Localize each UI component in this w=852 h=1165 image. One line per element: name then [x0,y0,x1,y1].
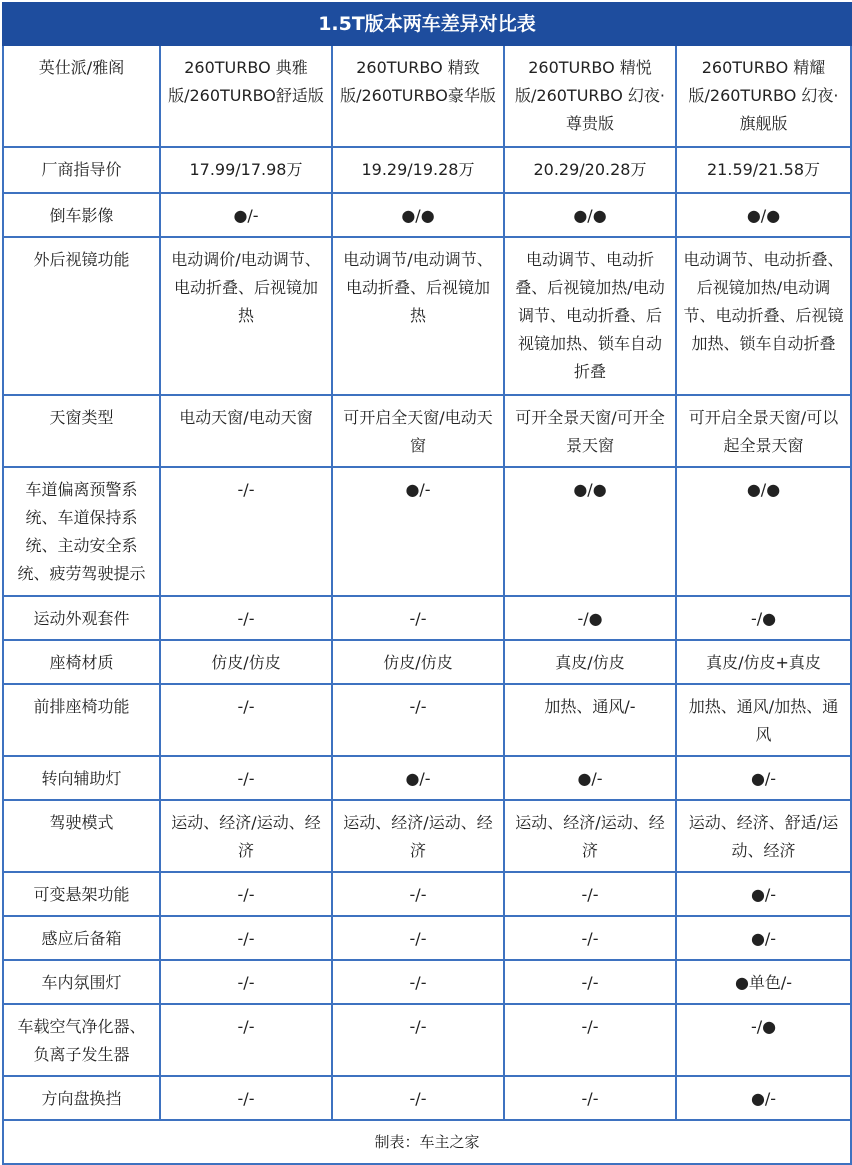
row-label: 驾驶模式 [3,800,160,872]
footer-row [3,1120,851,1164]
table-row [3,193,851,237]
table-cell: -/- [160,1004,332,1076]
table-cell: -/- [332,1076,504,1120]
table-cell: 运动、经济/运动、经济 [160,800,332,872]
table-cell: 运动、经济/运动、经济 [504,800,676,872]
table-cell: 电动调节/电动调节、电动折叠、后视镜加热 [332,237,504,395]
row-label: 车内氛围灯 [3,960,160,1004]
trim-header: 260TURBO 精耀版/260TURBO 幻夜·旗舰版 [676,45,851,147]
row-label: 车道偏离预警系统、车道保持系统、主动安全系统、疲劳驾驶提示 [3,467,160,596]
trim-header: 260TURBO 精致版/260TURBO豪华版 [332,45,504,147]
table-row [3,395,851,467]
row-label: 厂商指导价 [3,147,160,193]
table-cell: 真皮/仿皮+真皮 [676,640,851,684]
table-row [3,872,851,916]
table-row [3,640,851,684]
table-cell: ●/● [676,193,851,237]
table-row [3,756,851,800]
table-cell: 电动调节、电动折叠、后视镜加热/电动调节、电动折叠、后视镜加热、锁车自动折叠 [504,237,676,395]
table-row [3,684,851,756]
table-row [3,1076,851,1120]
table-cell: -/- [160,916,332,960]
table-cell: ●/- [160,193,332,237]
comparison-table-container [2,2,850,1165]
table-cell: 仿皮/仿皮 [332,640,504,684]
header-label: 英仕派/雅阁 [3,45,160,147]
table-cell: ●/- [676,756,851,800]
row-label: 车载空气净化器、负离子发生器 [3,1004,160,1076]
table-cell: ●/● [676,467,851,596]
row-label: 可变悬架功能 [3,872,160,916]
table-cell: -/- [160,756,332,800]
table-cell: ●单色/- [676,960,851,1004]
table-cell: 电动调节、电动折叠、后视镜加热/电动调节、电动折叠、后视镜加热、锁车自动折叠 [676,237,851,395]
table-cell: ●/- [504,756,676,800]
table-cell: 可开全景天窗/可开全景天窗 [504,395,676,467]
table-cell: 可开启全景天窗/可以起全景天窗 [676,395,851,467]
table-row [3,147,851,193]
table-cell: 电动调价/电动调节、电动折叠、后视镜加热 [160,237,332,395]
table-cell: ●/- [676,872,851,916]
table-footer-credit: 制表：车主之家 [3,1120,851,1164]
table-row [3,916,851,960]
table-cell: 运动、经济/运动、经济 [332,800,504,872]
row-label: 方向盘换挡 [3,1076,160,1120]
row-label: 倒车影像 [3,193,160,237]
table-cell: -/- [504,916,676,960]
table-row [3,800,851,872]
title-row [3,3,851,45]
table-cell: 19.29/19.28万 [332,147,504,193]
table-row [3,467,851,596]
table-cell: -/- [160,684,332,756]
table-cell: ●/● [332,193,504,237]
table-cell: -/- [332,960,504,1004]
table-row [3,1004,851,1076]
table-cell: ●/- [332,756,504,800]
table-cell: -/- [160,872,332,916]
table-cell: -/- [504,960,676,1004]
table-cell: 加热、通风/加热、通风 [676,684,851,756]
table-cell: 加热、通风/- [504,684,676,756]
table-cell: -/- [504,1004,676,1076]
table-cell: -/● [504,596,676,640]
table-cell: -/- [332,1004,504,1076]
table-cell: -/- [160,596,332,640]
table-cell: ●/● [504,467,676,596]
row-label: 转向辅助灯 [3,756,160,800]
table-cell: -/- [504,872,676,916]
table-cell: ●/- [676,1076,851,1120]
table-cell: -/- [160,467,332,596]
row-label: 感应后备箱 [3,916,160,960]
table-cell: ●/- [676,916,851,960]
table-cell: 17.99/17.98万 [160,147,332,193]
row-label: 天窗类型 [3,395,160,467]
table-cell: -/- [332,916,504,960]
table-cell: 21.59/21.58万 [676,147,851,193]
table-cell: 20.29/20.28万 [504,147,676,193]
row-label: 座椅材质 [3,640,160,684]
trim-header: 260TURBO 精悦版/260TURBO 幻夜·尊贵版 [504,45,676,147]
row-label: 外后视镜功能 [3,237,160,395]
table-cell: 可开启全天窗/电动天窗 [332,395,504,467]
row-label: 运动外观套件 [3,596,160,640]
table-title: 1.5T版本两车差异对比表 [3,3,851,45]
table-cell: -/● [676,1004,851,1076]
table-cell: 真皮/仿皮 [504,640,676,684]
table-cell: -/- [504,1076,676,1120]
table-cell: -/● [676,596,851,640]
table-cell: ●/- [332,467,504,596]
table-cell: -/- [332,872,504,916]
table-cell: -/- [332,596,504,640]
table-cell: 电动天窗/电动天窗 [160,395,332,467]
row-label: 前排座椅功能 [3,684,160,756]
table-row [3,960,851,1004]
header-row [3,45,851,147]
trim-header: 260TURBO 典雅版/260TURBO舒适版 [160,45,332,147]
table-cell: ●/● [504,193,676,237]
table-row [3,237,851,395]
table-cell: 运动、经济、舒适/运动、经济 [676,800,851,872]
table-cell: 仿皮/仿皮 [160,640,332,684]
table-row [3,596,851,640]
comparison-table [2,2,852,1165]
table-cell: -/- [160,1076,332,1120]
table-cell: -/- [332,684,504,756]
table-cell: -/- [160,960,332,1004]
